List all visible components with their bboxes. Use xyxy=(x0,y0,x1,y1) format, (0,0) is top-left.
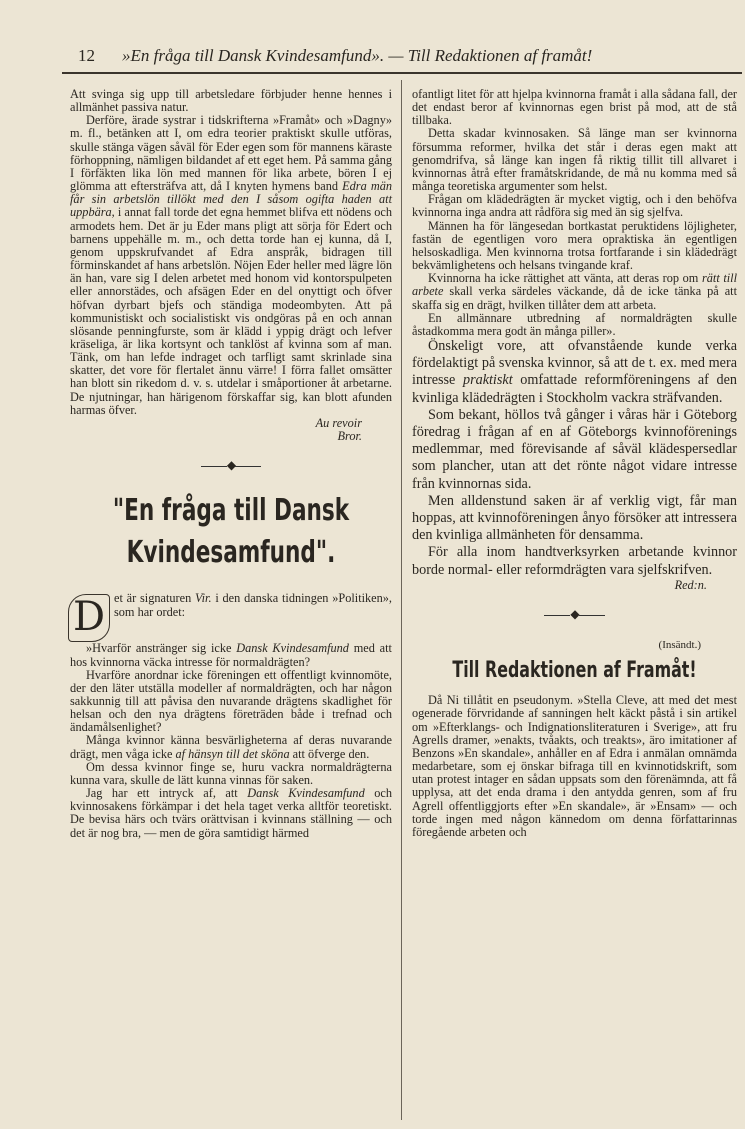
paragraph: Frågan om klädedrägten är mycket vigtig, och i den behöfva kvinnorna inga andra att rådföra sig med än sig sjelfva. xyxy=(412,192,737,220)
paragraph: ofantligt litet för att hjelpa kvinnorna framåt i alla sådana fall, der det endast beror af kvinnornas egen brist på mod, att de stå tillbaka. xyxy=(412,87,737,128)
signature-name: Bror. xyxy=(337,429,362,444)
ornament-divider: ◆ xyxy=(412,608,737,621)
paragraph: Hvarföre anordnar icke föreningen ett offentligt kvinnomöte, der den läter utställa modeller af normaldrägten, och har någon sakkunnig till att påvisa den nuvarande drägtens skadlighet för helsan och den nya drägtens företräden både i trefnad och ändamålsenlighet? xyxy=(70,667,392,735)
paragraph: Som bekant, höllos två gånger i våras här i Göteborg föredrag i frågan af en af Göteborgs kvinnoförenings medlemmar, med förevisande af såväl klädespersedlar som plancher, utan att det rönte något vidare intresse från kvinnornas sida. xyxy=(412,406,737,492)
right-column xyxy=(412,88,737,839)
paragraph: En allmännare utbredning af normaldrägten skulle åstadkomma mera godt än många piller». xyxy=(412,310,737,338)
paragraph: Då Ni tillåtit en pseudonym. »Stella Cleve, att med det mest ogenerade förvridande af sanningen helt käckt påstå i sin artikel om »Efterklangs- och Indignationsliteraturen i Sverige», att fru Agrells dramer, »enakts, tvåakts, och treakts», äro imitationer af Benzons »En skandale», anhåller en af Edra i anmälan omnämda medarbetare, som ej önskar bifraga till en kvinnotidskrift, som utan protest intager en sådan uppsats som den förenämnda, att få upplysa, att det enda drama i den antydda genren, som af fru Agrell offentliggjorts efter »En skandale», är »Ensam» — och torde ingen med någon kännedom om denna författarinnas föregående arbeten och xyxy=(412,693,737,839)
paragraph: Kvinnorna ha icke rättighet att vänta, att deras rop om rätt till arbete skall verka särdeles väckande, då de icke tänka på att skaffa sig en drägt, hvilken tillåter dem att arbeta. xyxy=(412,271,738,312)
paragraph: Detta skadar kvinnosaken. Så länge man ser kvinnorna försumma reformer, hvilka det står i deras egen makt att genomdrifva, så länge kan ingen få riktig tillit till allvaret i kvinnornas åtrå efter framåtskridande, de må nu komma med så många teoretiska argumenter som helst. xyxy=(412,126,737,194)
running-title: »En fråga till Dansk Kvindesamfund». — Till Redaktionen af framåt! xyxy=(122,46,593,65)
paragraph: Om dessa kvinnor finge se, huru vackra normaldrägterna kunna vara, skulle de lätt kunna vinnas för saken. xyxy=(70,759,392,787)
column-divider xyxy=(401,80,402,1120)
paragraph: Men alldenstund saken är af verklig vigt, får man hoppas, att kvinnoföreningen ånyo försöker att intressera den kvinliga allmänheten för densamma. xyxy=(412,492,737,544)
page-number: 12 xyxy=(78,46,95,65)
intro-paragraph: D et är signaturen Vir. i den danska tidningen »Politiken», som har ordet: xyxy=(70,592,392,618)
letter-title: Till Redaktionen af Framåt! xyxy=(452,658,697,684)
left-column xyxy=(70,88,392,840)
page-header xyxy=(78,46,708,70)
header-rule xyxy=(62,72,742,74)
paragraph: Derföre, ärade systrar i tidskrifterna »Framåt» och »Dagny» m. fl., betänken att I, om edra teorier praktiskt skulle utföras, skulle stänga vägen såväl för Eder egen som för mannens käraste förhoppning, nämligen bildandet af ett eget hem. På samma gång I förfäkten lika lön med mannen för lika arbete, bören I ej glömma att eftersträfva att, då I knyten hymens band Edra män får sin arbetslön tillökt med den I såsom ogifta haden att uppbära, i annat fall torde det egna hemmet blifva ett nödens och armodets hem. Det är ju Eder mans pligt att sörja för Edert och barnens uppehälle m. m., och detta torde han ej kunna, då I, genom uppskrufvandet af Edra anspråk, bidragen till förminskandet af hans arbetslön. Nöjen Eder heller med lägre lön än han, vare sig I delen arbetet med honom vid kontorspulpeten eller annorstädes, och afsägen Eder en del onyttigt och öfver höfvan dyrbart bjefs och ständiga modeombyten. Att på kommunistiskt och socialistiskt vis ondgöras på en och annan slösande penningfurste, som är klädd i yppig drägt och lefver kräseliga, är lika kortsynt och tanklöst af kvinna som af man. Tänk, om han lefde indraget och tarfligt samt skrinlade sina skatter, det vore för flertalet ännu värre! I förra fallet omsätter han blott sin rikedom d. v. s. utdelar i småportioner åt arbetarne. De njutningar, han härigenom förskaffar sig, kan blott afunden harmas öfver. xyxy=(70,113,393,417)
paragraph: Att svinga sig upp till arbetsledare förbjuder henne hennes i allmänhet passiva natur. xyxy=(70,87,392,115)
paragraph: »Hvarför anstränger sig icke Dansk Kvindesamfund med att hos kvinnorna väcka intresse för normaldrägten? xyxy=(70,641,392,669)
article-title: "En fråga till Dansk Kvindesamfund". xyxy=(112,493,350,571)
ornament-divider: ◆ xyxy=(70,459,392,472)
paragraph: Jag har ett intryck af, att Dansk Kvindesamfund och kvinnosakens förkämpar i det hela taget verka alltför teoretiskt. De bevisa härs och tvärs orättvisan i kvinnans ställning — och det är nog bra, — men de göra samtidigt härmed xyxy=(70,786,393,840)
submitted-note: (Insändt.) xyxy=(658,639,701,652)
paragraph: Önskeligt vore, att ofvanstående kunde verka fördelaktigt på svenska kvinnor, så att de t. ex. med mera intresse praktiskt omfattade reformföreningens af den kvinliga klädedrägten i Stockholm vackra sträfvanden. xyxy=(412,337,737,406)
editor-signature: Red:n. xyxy=(674,577,707,592)
signature-greeting: Au revoir xyxy=(315,415,362,430)
paragraph: Männen ha för längesedan bortkastat peruktidens löjligheter, fastän de egentligen voro mera opraktiska än egentligen helsoskadliga. Men kvinnorna trotsa fortfarande i sin klädedrägt bekvämlighetens och helsans tvingande kraf. xyxy=(412,218,737,273)
paragraph: För alla inom handtverksyrken arbetande kvinnor borde normal- eller reformdrägten vara sjelfskrifven. xyxy=(412,544,737,578)
drop-cap: D xyxy=(68,594,110,642)
paragraph: Många kvinnor känna besvärligheterna af deras nuvarande drägt, men våga icke af hänsyn till det sköna att öfverge den. xyxy=(70,733,392,761)
